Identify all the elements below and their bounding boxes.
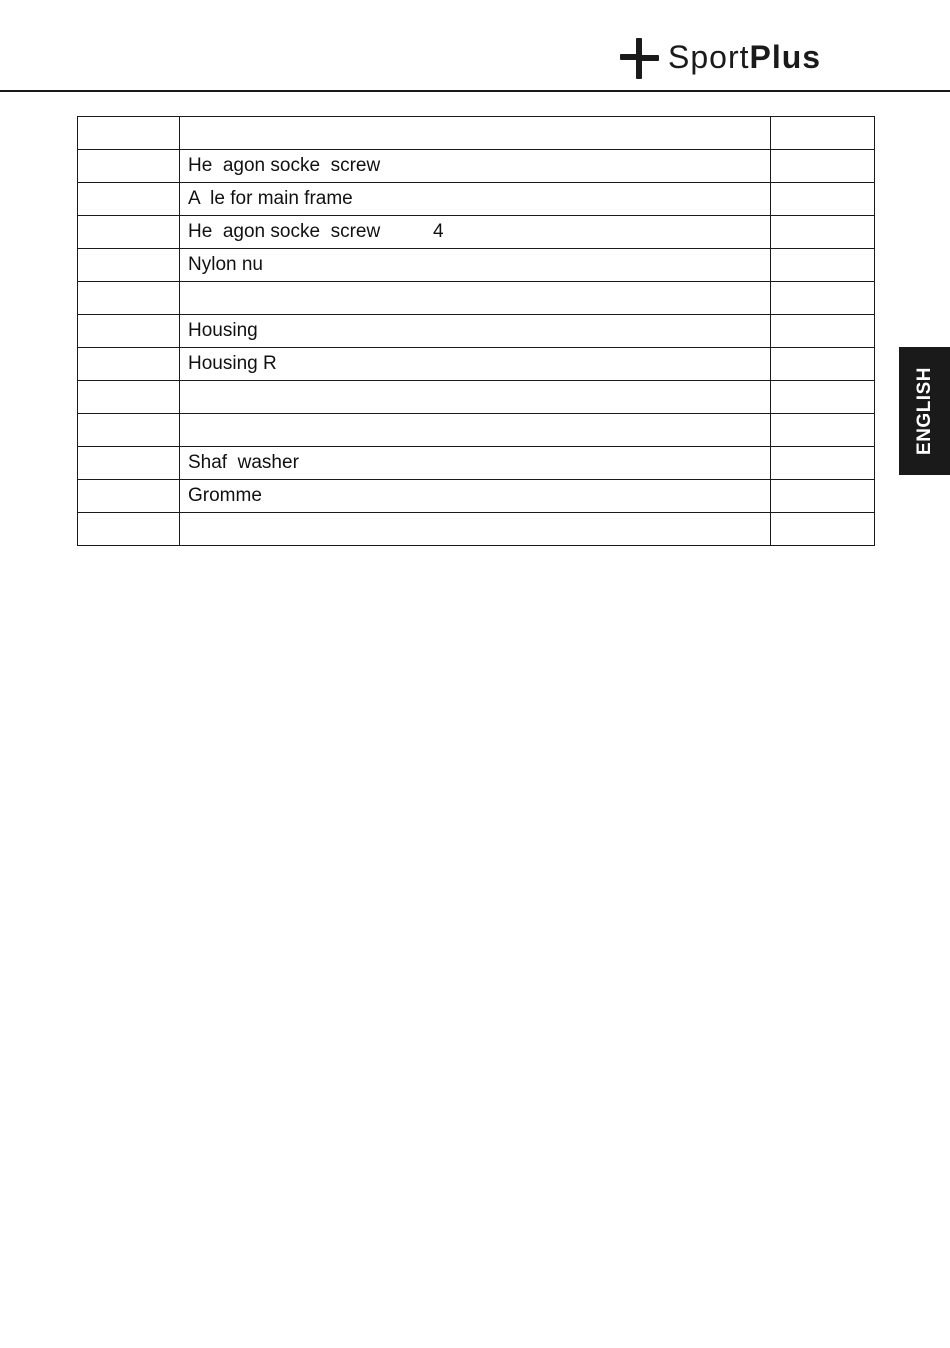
part-number-cell [78, 183, 180, 216]
part-quantity-cell [771, 381, 875, 414]
part-description-cell: Gromme [180, 480, 771, 513]
language-tab-label: ENGLISH [913, 367, 935, 455]
sportplus-logo [618, 36, 880, 82]
part-number-cell [78, 117, 180, 150]
table-row [78, 150, 875, 183]
part-number-cell [78, 381, 180, 414]
table-row [78, 513, 875, 546]
part-quantity-cell [771, 315, 875, 348]
part-description-cell [180, 381, 771, 414]
cross-plus-icon [620, 38, 659, 79]
table-row [78, 348, 875, 381]
table-row [78, 381, 875, 414]
part-quantity-cell [771, 414, 875, 447]
logo-brand-prefix: Sport [668, 39, 750, 75]
language-tab [899, 347, 950, 475]
part-quantity-cell [771, 216, 875, 249]
part-description-cell [180, 414, 771, 447]
part-description-cell: Housing R [180, 348, 771, 381]
part-quantity-cell [771, 348, 875, 381]
table-row [78, 183, 875, 216]
part-description-cell [180, 282, 771, 315]
table-row [78, 216, 875, 249]
table-row [78, 117, 875, 150]
part-number-cell [78, 480, 180, 513]
part-number-cell [78, 315, 180, 348]
part-description-cell: A le for main frame [180, 183, 771, 216]
part-description-cell [180, 513, 771, 546]
part-quantity-cell [771, 480, 875, 513]
part-quantity-cell [771, 183, 875, 216]
table-row [78, 480, 875, 513]
part-quantity-cell [771, 513, 875, 546]
part-number-cell [78, 249, 180, 282]
part-description-cell: He agon socke screw 4 [180, 216, 771, 249]
parts-table [77, 116, 875, 546]
svg-text:SportPlus [668, 39, 821, 75]
logo-brand-suffix: Plus [749, 39, 822, 75]
table-row [78, 282, 875, 315]
part-number-cell [78, 447, 180, 480]
part-quantity-cell [771, 117, 875, 150]
part-number-cell [78, 414, 180, 447]
part-description-cell: Nylon nu [180, 249, 771, 282]
part-quantity-cell [771, 249, 875, 282]
parts-table-body [78, 117, 875, 546]
table-row [78, 315, 875, 348]
table-row [78, 249, 875, 282]
part-description-cell: Housing [180, 315, 771, 348]
part-number-cell [78, 513, 180, 546]
part-description-cell: He agon socke screw [180, 150, 771, 183]
part-description-cell [180, 117, 771, 150]
part-number-cell [78, 282, 180, 315]
part-quantity-cell [771, 150, 875, 183]
part-description-cell: Shaf washer [180, 447, 771, 480]
part-number-cell [78, 150, 180, 183]
header-divider [0, 90, 950, 92]
part-number-cell [78, 216, 180, 249]
part-number-cell [78, 348, 180, 381]
table-row [78, 414, 875, 447]
table-row [78, 447, 875, 480]
part-quantity-cell [771, 282, 875, 315]
part-quantity-cell [771, 447, 875, 480]
